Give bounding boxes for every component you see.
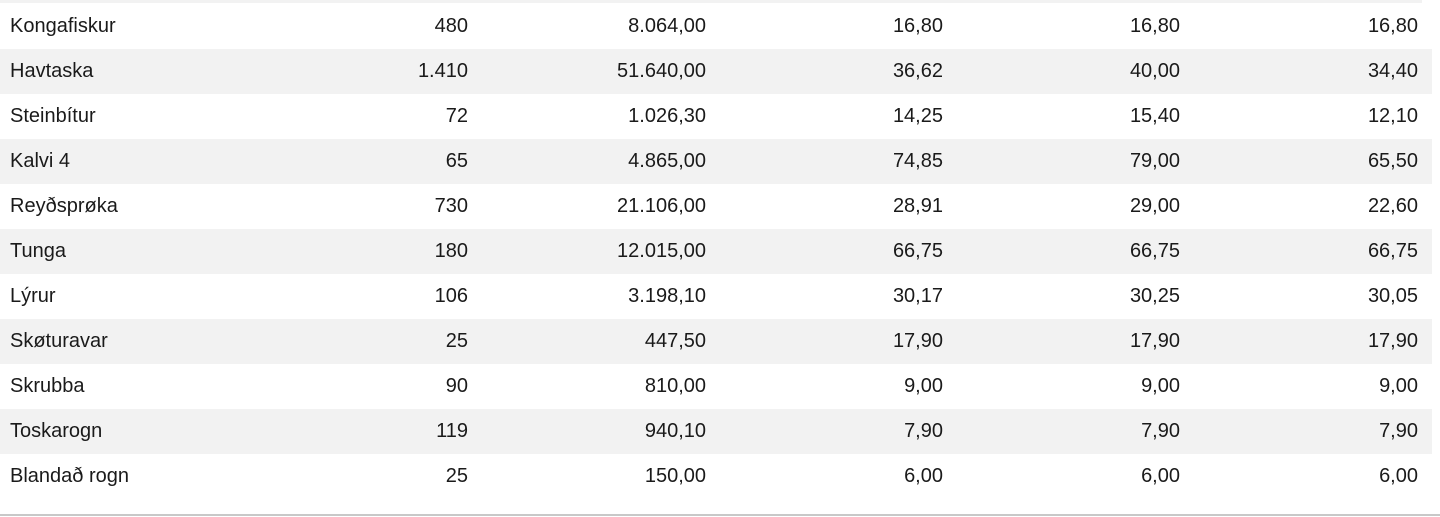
avg-price-cell: 74,85 <box>706 139 943 184</box>
quantity-cell: 65 <box>390 139 468 184</box>
avg-price-cell: 9,00 <box>904 375 943 397</box>
max-price-cell: 30,25 <box>1129 285 1180 307</box>
species-cell: Havtaska <box>0 49 390 94</box>
value-cell: 1.026,30 <box>628 105 706 127</box>
quantity-cell: 119 <box>390 409 468 454</box>
min-price-cell: 6,00 <box>1379 465 1418 487</box>
max-price-cell: 29,00 <box>1129 195 1180 217</box>
min-price-cell: 12,10 <box>1367 105 1418 127</box>
quantity-cell: 90 <box>445 375 468 397</box>
min-price-cell: 34,40 <box>1180 49 1432 94</box>
min-price-cell: 16,80 <box>1367 15 1418 37</box>
avg-price-cell: 36,62 <box>706 49 943 94</box>
species-cell: Blandað rogn <box>10 465 129 487</box>
value-cell: 940,10 <box>468 409 706 454</box>
quantity-cell: 1.410 <box>390 49 468 94</box>
max-price-cell: 7,90 <box>943 409 1180 454</box>
min-price-cell: 17,90 <box>1180 319 1432 364</box>
table-bottom-divider <box>0 514 1440 516</box>
species-cell: Toskarogn <box>0 409 390 454</box>
avg-price-cell: 30,17 <box>892 285 943 307</box>
table-row <box>0 454 1432 499</box>
max-price-cell: 16,80 <box>1129 15 1180 37</box>
avg-price-cell: 28,91 <box>892 195 943 217</box>
avg-price-cell: 6,00 <box>904 465 943 487</box>
quantity-cell: 106 <box>434 285 468 307</box>
quantity-cell: 72 <box>445 105 468 127</box>
max-price-cell: 6,00 <box>1141 465 1180 487</box>
species-cell: Steinbítur <box>10 105 96 127</box>
max-price-cell: 17,90 <box>943 319 1180 364</box>
price-table <box>0 4 1432 499</box>
avg-price-cell: 16,80 <box>892 15 943 37</box>
avg-price-cell: 17,90 <box>706 319 943 364</box>
species-cell: Kalvi 4 <box>0 139 390 184</box>
value-cell: 21.106,00 <box>617 195 706 217</box>
max-price-cell: 79,00 <box>943 139 1180 184</box>
table-row <box>0 94 1432 139</box>
species-cell: Tunga <box>0 229 390 274</box>
species-cell: Reyðsprøka <box>10 195 118 217</box>
table-row <box>0 4 1432 49</box>
min-price-cell: 22,60 <box>1367 195 1418 217</box>
table-row <box>0 274 1432 319</box>
min-price-cell: 66,75 <box>1180 229 1432 274</box>
value-cell: 51.640,00 <box>468 49 706 94</box>
table-row <box>0 229 1432 274</box>
quantity-cell: 730 <box>434 195 468 217</box>
previous-row-edge <box>0 0 1422 3</box>
quantity-cell: 25 <box>445 465 468 487</box>
quantity-cell: 25 <box>390 319 468 364</box>
species-cell: Kongafiskur <box>10 15 116 37</box>
avg-price-cell: 7,90 <box>706 409 943 454</box>
min-price-cell: 7,90 <box>1180 409 1432 454</box>
value-cell: 12.015,00 <box>468 229 706 274</box>
min-price-cell: 9,00 <box>1379 375 1418 397</box>
max-price-cell: 66,75 <box>943 229 1180 274</box>
min-price-cell: 65,50 <box>1180 139 1432 184</box>
species-cell: Lýrur <box>10 285 56 307</box>
table-row <box>0 319 1432 364</box>
table-row <box>0 184 1432 229</box>
quantity-cell: 180 <box>390 229 468 274</box>
table-row <box>0 139 1432 184</box>
max-price-cell: 9,00 <box>1141 375 1180 397</box>
value-cell: 8.064,00 <box>628 15 706 37</box>
table-row <box>0 49 1432 94</box>
table-row <box>0 409 1432 454</box>
avg-price-cell: 14,25 <box>892 105 943 127</box>
species-cell: Skøturavar <box>0 319 390 364</box>
value-cell: 3.198,10 <box>628 285 706 307</box>
avg-price-cell: 66,75 <box>706 229 943 274</box>
min-price-cell: 30,05 <box>1367 285 1418 307</box>
quantity-cell: 480 <box>434 15 468 37</box>
value-cell: 150,00 <box>644 465 706 487</box>
value-cell: 810,00 <box>644 375 706 397</box>
max-price-cell: 15,40 <box>1129 105 1180 127</box>
max-price-cell: 40,00 <box>943 49 1180 94</box>
table-row <box>0 364 1432 409</box>
species-cell: Skrubba <box>10 375 85 397</box>
value-cell: 447,50 <box>468 319 706 364</box>
value-cell: 4.865,00 <box>468 139 706 184</box>
